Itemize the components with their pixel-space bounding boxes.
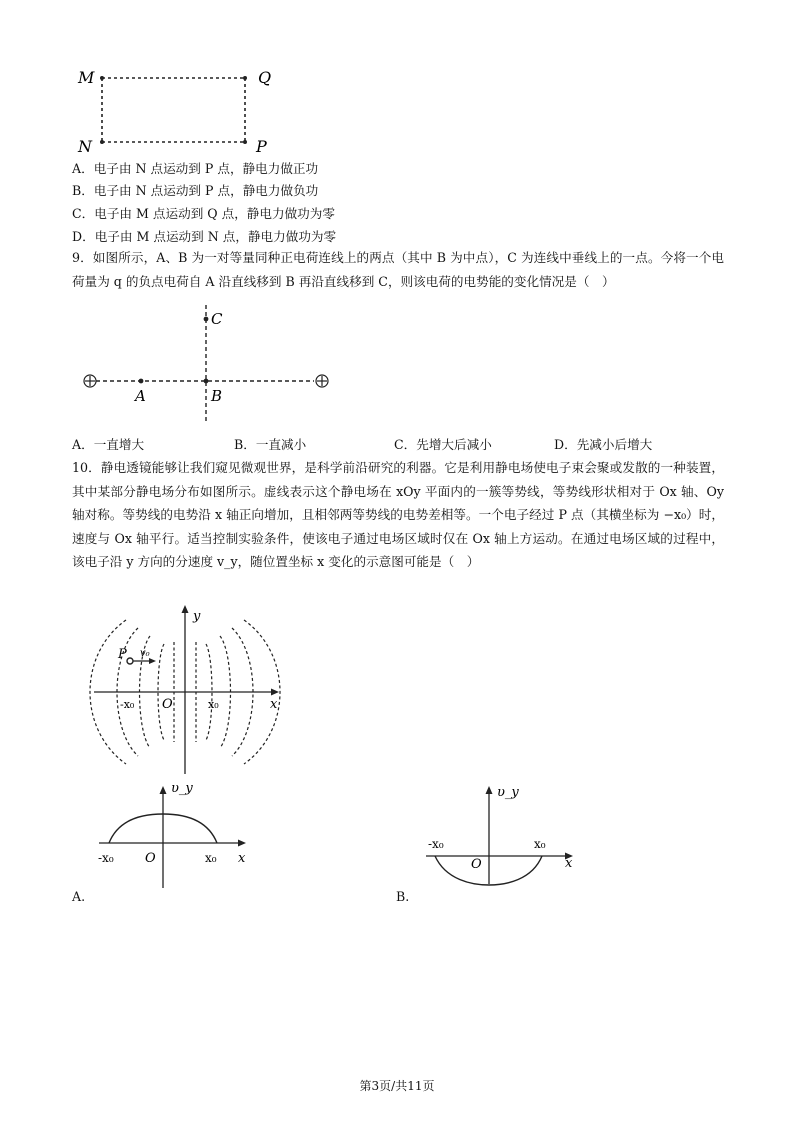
q9-option-a: A．一直增大 bbox=[72, 437, 145, 452]
label-b: B bbox=[211, 387, 223, 405]
label-x0: x₀ bbox=[208, 698, 219, 711]
q9-stem: 9．如图所示，A、B 为一对等量同种正电荷连线上的两点（其中 B 为中点），C 为连线中垂线上的一点。今将一个电荷量为 q 的负点电荷自 A 沿直线移到 B 再沿直线移到 C，则该电荷的电势能的变化情况是（ ） bbox=[72, 250, 724, 289]
q9-option-b: B．一直减小 bbox=[234, 437, 307, 452]
label-origin: O bbox=[145, 851, 156, 866]
label-m: M bbox=[78, 68, 95, 87]
label-x0: x₀ bbox=[534, 837, 546, 851]
q9-option-c: C．先增大后减小 bbox=[394, 437, 492, 452]
graph-b bbox=[422, 780, 592, 890]
label-a: A bbox=[135, 387, 146, 405]
equipotential-field-figure bbox=[80, 602, 290, 778]
page-footer: 第3页/共11页 bbox=[359, 1079, 435, 1093]
q9-option-d: D．先减小后增大 bbox=[554, 437, 653, 452]
label-origin: O bbox=[162, 697, 173, 712]
label-y-axis: y bbox=[193, 609, 201, 624]
label-n: N bbox=[78, 137, 92, 156]
label-p-point: P bbox=[118, 647, 127, 662]
graph-b-label: B. bbox=[396, 889, 410, 904]
label-origin: O bbox=[471, 857, 482, 872]
label-neg-x0: -x₀ bbox=[98, 851, 114, 865]
q8-option-b: B．电子由 N 点运动到 P 点，静电力做负功 bbox=[72, 183, 319, 198]
label-p: P bbox=[256, 137, 267, 156]
graph-a bbox=[95, 778, 265, 890]
rectangle-mnpq-figure bbox=[70, 62, 290, 158]
label-v0: v₀ bbox=[140, 648, 150, 659]
label-q: Q bbox=[258, 68, 272, 87]
label-x0: x₀ bbox=[205, 851, 217, 865]
label-x-axis: x bbox=[565, 856, 573, 871]
q8-option-a: A．电子由 N 点运动到 P 点，静电力做正功 bbox=[72, 161, 319, 176]
label-x-axis: x bbox=[270, 697, 278, 712]
label-x-axis: x bbox=[238, 851, 246, 866]
q10-stem: 10．静电透镜能够让我们窥见微观世界，是科学前沿研究的利器。它是利用静电场使电子束会聚或发散的一种装置，其中某部分静电场分布如图所示。虚线表示这个静电场在 xOy 平面内的一簇等势线，等势线形状相对于 Ox 轴、Oy 轴对称。等势线的电势沿 x 轴正向增加，且相邻两等势线的电势差相等。一个电子经过 P 点（其横坐标为 −x₀）时，速度与 Ox 轴平行。适当控制实验条件，使该电子通过电场区域时仅在 Ox 轴上方运动。在通过电场区域的过程中，该电子沿 y 方向的分速度 v_y，随位置坐标 x 变化的示意图可能是（ ） bbox=[72, 460, 724, 569]
charges-figure bbox=[78, 300, 348, 430]
q8-option-c: C．电子由 M 点运动到 Q 点，静电力做功为零 bbox=[72, 206, 335, 221]
q8-option-d: D．电子由 M 点运动到 N 点，静电力做功为零 bbox=[72, 229, 337, 244]
label-neg-x0: -x₀ bbox=[120, 698, 135, 711]
label-vy: υ_y bbox=[497, 785, 519, 800]
graph-a-label: A. bbox=[72, 889, 86, 904]
label-c: C bbox=[211, 310, 223, 328]
positive-charge-right-icon bbox=[316, 375, 328, 387]
label-vy: υ_y bbox=[171, 781, 193, 796]
positive-charge-left-icon bbox=[84, 375, 96, 387]
label-neg-x0: -x₀ bbox=[428, 837, 444, 851]
